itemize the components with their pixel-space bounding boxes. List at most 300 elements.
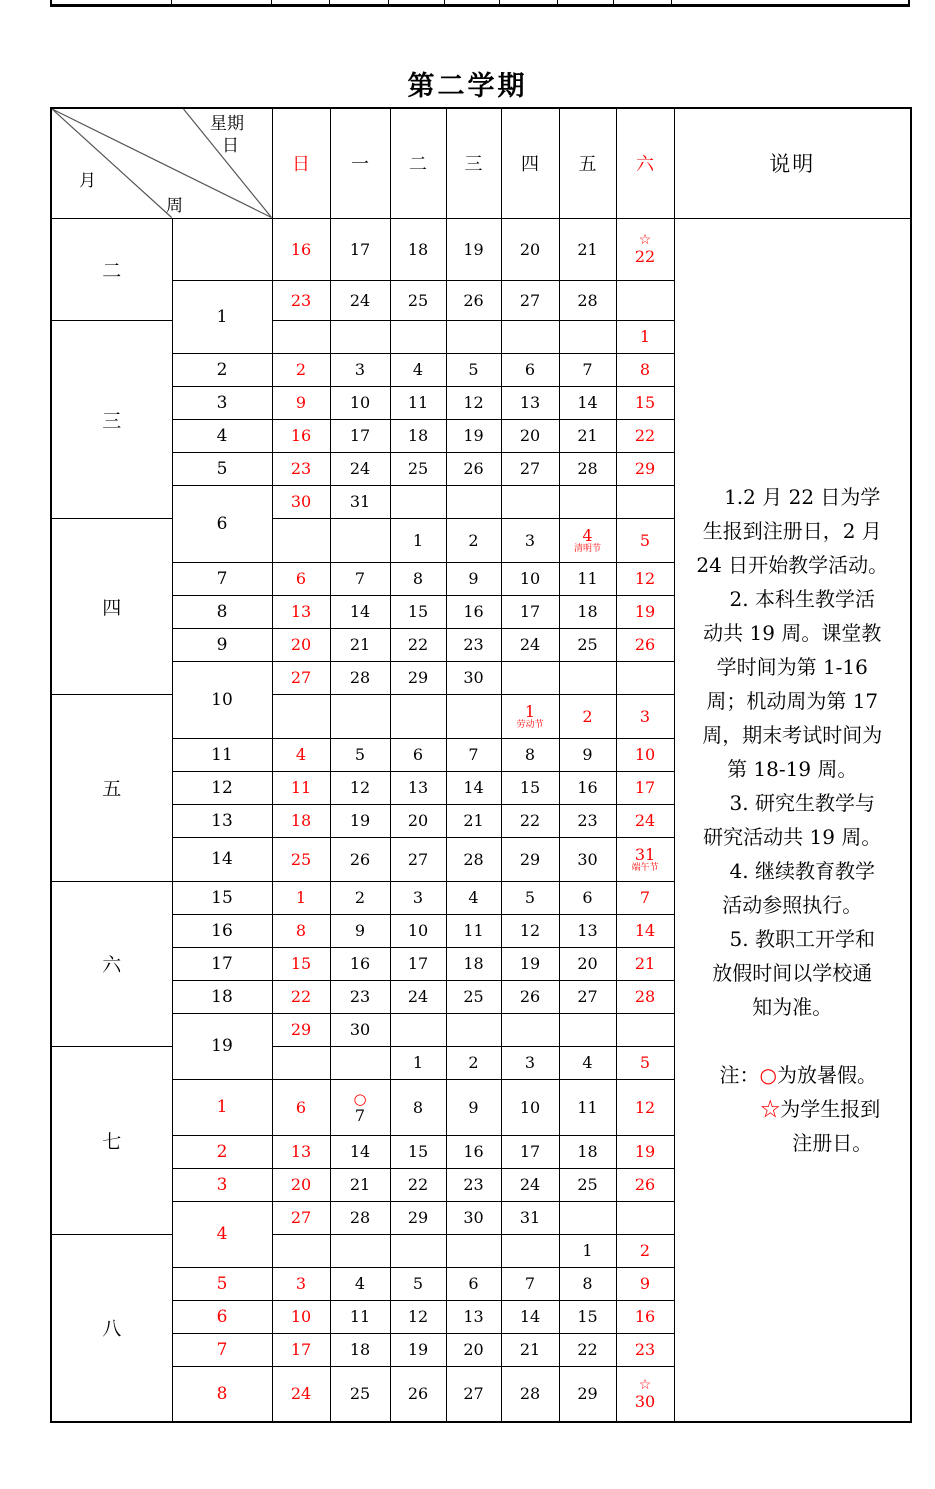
date-cell: 8: [272, 914, 330, 947]
date-cell: 22: [501, 804, 559, 837]
calendar-row: [51, 218, 911, 280]
date-cell: 27: [501, 280, 559, 320]
date-cell: 24: [330, 452, 390, 485]
note-line: 第 18-19 周。: [727, 756, 858, 781]
semester-calendar-table: [50, 107, 912, 1423]
holiday-label: 清明节: [573, 543, 601, 554]
empty-date-cell: [501, 320, 559, 353]
date-cell: 30: [446, 1201, 501, 1234]
date-cell: 12: [616, 1079, 674, 1135]
note-line: 活动参照执行。: [722, 892, 863, 917]
week-number-cell: 7: [172, 1333, 272, 1366]
date-cell: 3: [272, 1267, 330, 1300]
week-number-cell: 13: [172, 804, 272, 837]
date-cell: 3: [501, 1046, 559, 1079]
date-cell: 13: [501, 386, 559, 419]
date-cell: 7: [446, 738, 501, 771]
legend-star-line: [675, 1092, 911, 1126]
date-cell: 18: [559, 1135, 616, 1168]
date-cell: 6: [501, 353, 559, 386]
date-number: 7: [354, 1105, 366, 1125]
date-cell: 27: [446, 1366, 501, 1422]
date-cell: 17: [501, 595, 559, 628]
corner-cell: [51, 108, 272, 218]
date-cell: 6: [559, 881, 616, 914]
date-cell: 17: [501, 1135, 559, 1168]
date-cell: 8: [616, 353, 674, 386]
date-cell: 12: [390, 1300, 446, 1333]
date-cell: 20: [501, 218, 559, 280]
date-cell: 19: [446, 218, 501, 280]
date-cell: 30: [272, 485, 330, 518]
date-cell: 5: [390, 1267, 446, 1300]
note-line: 动共 19 周。课堂教: [703, 620, 882, 645]
date-cell: 12: [616, 562, 674, 595]
registration-star-icon: ☆: [638, 232, 652, 248]
date-cell: 23: [330, 980, 390, 1013]
month-cell: 四: [51, 518, 172, 694]
weekday-header-thu: 四: [501, 108, 559, 218]
date-cell: 18: [272, 804, 330, 837]
date-cell: 21: [446, 804, 501, 837]
date-cell: 14: [330, 1135, 390, 1168]
date-cell: 16: [272, 218, 330, 280]
date-cell: 29: [390, 1201, 446, 1234]
date-cell: 24: [616, 804, 674, 837]
weekday-header-wed: 三: [446, 108, 501, 218]
date-cell: 13: [390, 771, 446, 804]
note-line: 24 日开始教学活动。: [696, 552, 889, 577]
date-cell: 20: [501, 419, 559, 452]
previous-table-bottom-edge: [50, 0, 910, 7]
date-cell: 29: [501, 837, 559, 881]
date-cell: 7: [501, 1267, 559, 1300]
date-cell: 31: [330, 485, 390, 518]
empty-date-cell: [330, 1046, 390, 1079]
empty-date-cell: [559, 1013, 616, 1046]
date-cell: 5: [616, 1046, 674, 1079]
date-cell: 15: [616, 386, 674, 419]
previous-table-cell: [558, 0, 615, 4]
empty-date-cell: [501, 1234, 559, 1267]
date-cell: 9: [272, 386, 330, 419]
date-cell: 23: [446, 628, 501, 661]
week-number-cell: 5: [172, 452, 272, 485]
month-cell: 二: [51, 218, 172, 320]
week-number-cell: 18: [172, 980, 272, 1013]
date-cell: 24: [272, 1366, 330, 1422]
date-cell: 11: [559, 1079, 616, 1135]
month-cell: 七: [51, 1046, 172, 1234]
summer-vacation-circle-icon: ○: [353, 1089, 367, 1108]
date-cell: 25: [330, 1366, 390, 1422]
date-cell: 15: [390, 1135, 446, 1168]
month-cell: 五: [51, 694, 172, 881]
date-cell: 14: [446, 771, 501, 804]
date-cell: 11: [446, 914, 501, 947]
date-cell: 18: [390, 218, 446, 280]
empty-date-cell: [272, 518, 330, 562]
week-number-cell: 4: [172, 419, 272, 452]
week-number-cell: 10: [172, 661, 272, 738]
empty-date-cell: [616, 1201, 674, 1234]
date-cell: 4: [446, 881, 501, 914]
empty-date-cell: [272, 1234, 330, 1267]
date-cell: 12: [330, 771, 390, 804]
week-number-cell: 17: [172, 947, 272, 980]
holiday-label: 端午节: [631, 862, 659, 873]
previous-table-cell: [389, 0, 445, 4]
previous-table-cell: [500, 0, 558, 4]
date-cell: 16: [446, 1135, 501, 1168]
date-cell: [616, 218, 674, 280]
registration-star-icon: ☆: [760, 1096, 781, 1121]
legend-circle-text: 为放暑假。: [776, 1062, 877, 1087]
date-cell: 10: [501, 562, 559, 595]
weekday-header-sat: 六: [616, 108, 674, 218]
date-cell: [330, 1079, 390, 1135]
empty-date-cell: [559, 661, 616, 694]
page-title: 第二学期: [407, 71, 528, 102]
date-cell: 22: [272, 980, 330, 1013]
date-number: 22: [634, 247, 656, 266]
date-cell: 25: [559, 1168, 616, 1201]
empty-date-cell: [616, 661, 674, 694]
date-cell: 14: [501, 1300, 559, 1333]
date-cell: 27: [559, 980, 616, 1013]
legend-prefix: 注：: [719, 1062, 760, 1087]
date-cell: 3: [390, 881, 446, 914]
weekday-header-tue: 二: [390, 108, 446, 218]
date-cell: 10: [390, 914, 446, 947]
empty-date-cell: [330, 694, 390, 738]
date-cell: 21: [559, 218, 616, 280]
date-cell: 19: [330, 804, 390, 837]
date-cell: 19: [616, 1135, 674, 1168]
date-cell: 22: [616, 419, 674, 452]
date-cell: 25: [446, 980, 501, 1013]
date-cell: 11: [330, 1300, 390, 1333]
date-cell: [616, 837, 674, 881]
date-cell: 13: [446, 1300, 501, 1333]
date-cell: 11: [272, 771, 330, 804]
date-cell: 17: [330, 419, 390, 452]
date-cell: 8: [390, 562, 446, 595]
date-cell: 27: [390, 837, 446, 881]
empty-date-cell: [446, 485, 501, 518]
date-cell: 14: [559, 386, 616, 419]
week-number-cell: 8: [172, 595, 272, 628]
week-number-cell: 2: [172, 353, 272, 386]
date-cell: 26: [616, 1168, 674, 1201]
previous-table-cell: [330, 0, 390, 4]
date-cell: 2: [330, 881, 390, 914]
date-cell: 28: [616, 980, 674, 1013]
empty-date-cell: [330, 1234, 390, 1267]
date-cell: 3: [330, 353, 390, 386]
date-cell: 18: [390, 419, 446, 452]
empty-date-cell: [559, 1201, 616, 1234]
note-line: 3. 研究生教学与: [729, 790, 875, 815]
date-cell: 17: [616, 771, 674, 804]
date-cell: 26: [390, 1366, 446, 1422]
date-cell: 5: [330, 738, 390, 771]
date-cell: 4: [559, 1046, 616, 1079]
date-cell: 27: [501, 452, 559, 485]
date-cell: 2: [446, 1046, 501, 1079]
note-line: 5. 教职工开学和: [729, 926, 875, 951]
previous-table-cell: [672, 0, 908, 4]
week-number-cell: 4: [172, 1201, 272, 1267]
date-cell: 29: [559, 1366, 616, 1422]
date-cell: 23: [446, 1168, 501, 1201]
date-cell: 30: [446, 661, 501, 694]
note-line: 放假时间以学校通: [712, 960, 873, 985]
date-cell: 23: [272, 452, 330, 485]
registration-star-icon: ☆: [638, 1376, 652, 1393]
date-cell: 7: [330, 562, 390, 595]
date-cell: 6: [390, 738, 446, 771]
previous-table-cell: [52, 0, 172, 4]
empty-date-cell: [446, 1234, 501, 1267]
date-cell: 16: [272, 419, 330, 452]
legend-circle-line: [675, 1058, 911, 1092]
date-cell: 4: [272, 738, 330, 771]
week-number-cell: 14: [172, 837, 272, 881]
corner-label-day: 日: [222, 136, 239, 156]
previous-table-cell: [445, 0, 500, 4]
empty-date-cell: [390, 320, 446, 353]
week-number-cell: 8: [172, 1366, 272, 1422]
date-cell: 23: [559, 804, 616, 837]
date-cell: 6: [272, 562, 330, 595]
date-cell: 29: [390, 661, 446, 694]
corner-label-weekday: 星期: [210, 114, 244, 134]
empty-date-cell: [272, 694, 330, 738]
week-number-cell: 15: [172, 881, 272, 914]
week-number-cell: 16: [172, 914, 272, 947]
date-cell: 12: [501, 914, 559, 947]
month-cell: 三: [51, 320, 172, 518]
date-cell: 1: [559, 1234, 616, 1267]
date-cell: 5: [616, 518, 674, 562]
week-number-cell: 11: [172, 738, 272, 771]
legend-star-text: 为学生报到: [780, 1096, 881, 1121]
date-cell: 8: [390, 1079, 446, 1135]
date-cell: 1: [272, 881, 330, 914]
empty-date-cell: [330, 518, 390, 562]
date-cell: 30: [330, 1013, 390, 1046]
date-cell: 12: [446, 386, 501, 419]
date-cell: 19: [501, 947, 559, 980]
week-number-cell: 5: [172, 1267, 272, 1300]
note-line: 4. 继续教育教学: [729, 858, 875, 883]
date-cell: [559, 518, 616, 562]
date-cell: 21: [559, 419, 616, 452]
date-cell: 19: [390, 1333, 446, 1366]
week-number-cell: 1: [172, 280, 272, 353]
date-cell: 22: [559, 1333, 616, 1366]
date-cell: 28: [559, 280, 616, 320]
date-cell: 16: [446, 595, 501, 628]
date-cell: 16: [616, 1300, 674, 1333]
empty-date-cell: [501, 661, 559, 694]
date-cell: 20: [446, 1333, 501, 1366]
previous-table-cell: [172, 0, 272, 4]
date-cell: 2: [559, 694, 616, 738]
date-cell: 25: [390, 280, 446, 320]
date-cell: 21: [330, 1168, 390, 1201]
date-cell: 6: [272, 1079, 330, 1135]
date-cell: 23: [616, 1333, 674, 1366]
month-cell: 六: [51, 881, 172, 1046]
date-cell: 18: [559, 595, 616, 628]
date-cell: 30: [559, 837, 616, 881]
date-cell: 2: [272, 353, 330, 386]
week-number-cell: 6: [172, 485, 272, 562]
notes-header: 说明: [674, 108, 911, 218]
date-cell: 15: [501, 771, 559, 804]
week-number-cell: 3: [172, 386, 272, 419]
date-cell: 15: [390, 595, 446, 628]
empty-date-cell: [616, 280, 674, 320]
date-cell: 5: [501, 881, 559, 914]
week-number-cell: 19: [172, 1013, 272, 1079]
notes-cell: [674, 218, 911, 1422]
empty-date-cell: [272, 1046, 330, 1079]
date-cell: 11: [390, 386, 446, 419]
weekday-header-mon: 一: [330, 108, 390, 218]
empty-date-cell: [559, 485, 616, 518]
date-cell: 21: [501, 1333, 559, 1366]
week-number-cell: 2: [172, 1135, 272, 1168]
date-cell: 21: [616, 947, 674, 980]
date-cell: 15: [559, 1300, 616, 1333]
notes-text-block: [675, 480, 911, 1160]
date-cell: 9: [616, 1267, 674, 1300]
date-cell: 28: [330, 661, 390, 694]
week-number-cell: [172, 218, 272, 280]
date-cell: 27: [272, 1201, 330, 1234]
empty-date-cell: [616, 485, 674, 518]
note-line: 1.2 月 22 日为学: [724, 484, 881, 509]
date-cell: 11: [559, 562, 616, 595]
date-cell: 18: [330, 1333, 390, 1366]
date-cell: 20: [390, 804, 446, 837]
date-cell: 3: [501, 518, 559, 562]
date-cell: 24: [501, 628, 559, 661]
holiday-label: 劳动节: [516, 719, 544, 730]
date-cell: 6: [446, 1267, 501, 1300]
empty-date-cell: [559, 320, 616, 353]
date-cell: 26: [616, 628, 674, 661]
date-cell: 9: [446, 1079, 501, 1135]
note-line: 2. 本科生教学活: [729, 586, 875, 611]
date-cell: 10: [272, 1300, 330, 1333]
date-cell: 20: [559, 947, 616, 980]
week-number-cell: 1: [172, 1079, 272, 1135]
week-number-cell: 12: [172, 771, 272, 804]
date-cell: 1: [616, 320, 674, 353]
corner-label-month: 月: [79, 171, 96, 191]
date-cell: 10: [330, 386, 390, 419]
date-cell: 16: [559, 771, 616, 804]
date-cell: 1: [390, 1046, 446, 1079]
date-cell: 21: [330, 628, 390, 661]
note-line: 研究活动共 19 周。: [703, 824, 882, 849]
date-cell: 5: [446, 353, 501, 386]
empty-date-cell: [390, 1234, 446, 1267]
date-cell: 14: [330, 595, 390, 628]
date-cell: 9: [559, 738, 616, 771]
date-cell: 27: [272, 661, 330, 694]
previous-table-cell: [614, 0, 672, 4]
date-cell: [616, 1366, 674, 1422]
empty-date-cell: [446, 1013, 501, 1046]
date-number: 31: [634, 844, 656, 864]
date-number: 1: [524, 701, 536, 721]
date-cell: 16: [330, 947, 390, 980]
date-cell: 10: [501, 1079, 559, 1135]
summer-vacation-circle-icon: ○: [759, 1062, 777, 1087]
week-number-cell: 3: [172, 1168, 272, 1201]
date-cell: 10: [616, 738, 674, 771]
date-cell: 8: [501, 738, 559, 771]
date-cell: 4: [330, 1267, 390, 1300]
date-cell: 29: [272, 1013, 330, 1046]
date-cell: 7: [616, 881, 674, 914]
date-cell: 2: [446, 518, 501, 562]
date-cell: 15: [272, 947, 330, 980]
date-cell: 25: [272, 837, 330, 881]
week-number-cell: 7: [172, 562, 272, 595]
empty-date-cell: [390, 1013, 446, 1046]
date-cell: 3: [616, 694, 674, 738]
date-cell: 29: [616, 452, 674, 485]
week-number-cell: 9: [172, 628, 272, 661]
date-number: 30: [634, 1391, 656, 1411]
date-cell: 22: [390, 1168, 446, 1201]
date-cell: 1: [390, 518, 446, 562]
calendar-header-row: [51, 108, 911, 218]
date-cell: 24: [330, 280, 390, 320]
date-cell: 24: [501, 1168, 559, 1201]
previous-table-cell: [272, 0, 330, 4]
date-cell: 28: [501, 1366, 559, 1422]
date-cell: 24: [390, 980, 446, 1013]
date-cell: 17: [330, 218, 390, 280]
date-cell: 18: [446, 947, 501, 980]
week-number-cell: 6: [172, 1300, 272, 1333]
empty-date-cell: [390, 694, 446, 738]
date-cell: 17: [390, 947, 446, 980]
date-cell: 9: [446, 562, 501, 595]
date-cell: 31: [501, 1201, 559, 1234]
date-cell: 13: [559, 914, 616, 947]
month-cell: 八: [51, 1234, 172, 1422]
date-cell: 22: [390, 628, 446, 661]
weekday-header-sun: 日: [272, 108, 330, 218]
weekday-header-fri: 五: [559, 108, 616, 218]
date-cell: 20: [272, 1168, 330, 1201]
date-number: 4: [582, 525, 593, 545]
date-cell: 23: [272, 280, 330, 320]
note-line: 生报到注册日，2 月: [702, 518, 882, 543]
date-cell: 26: [446, 280, 501, 320]
date-cell: 14: [616, 914, 674, 947]
date-cell: 2: [616, 1234, 674, 1267]
empty-date-cell: [272, 320, 330, 353]
